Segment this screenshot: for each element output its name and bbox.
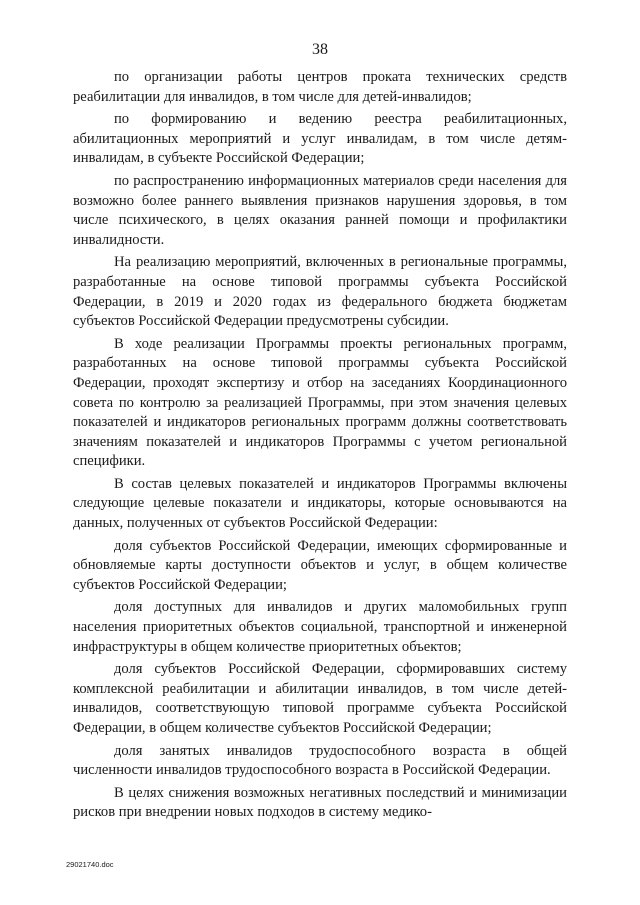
paragraph: В целях снижения возможных негативных последствий и минимизации рисков при внедрении новых подходов в систему медико- — [73, 784, 567, 821]
document-file-code: 29021740.doc — [66, 860, 114, 869]
paragraph: доля занятых инвалидов трудоспособного возраста в общей численности инвалидов трудоспособного возраста в Российской Федерации. — [73, 742, 567, 779]
paragraph: доля субъектов Российской Федерации, сформировавших систему комплексной реабилитации и абилитации инвалидов, в том числе детей-инвалидов, соответствующую типовой программе субъекта Российской Федерации, в общем количестве субъектов Российской Федерации; — [73, 661, 567, 736]
paragraph: по распространению информационных материалов среди населения для возможно более раннего выявления признаков нарушения здоровья, в том числе психического, в целях оказания ранней помощи и профилактики инвалидности. — [73, 172, 567, 248]
page-number: 38 — [312, 41, 328, 58]
paragraph: по формированию и ведению реестра реабилитационных, абилитационных мероприятий и услуг инвалидам, в том числе детям-инвалидам, в субъекте Российской Федерации; — [73, 111, 567, 167]
paragraph: доля доступных для инвалидов и других маломобильных групп населения приоритетных объектов социальной, транспортной и инженерной инфраструктуры в общем количестве приоритетных объектов; — [73, 599, 567, 655]
paragraph: На реализацию мероприятий, включенных в региональные программы, разработанные на основе типовой программы субъекта Российской Федерации, в 2019 и 2020 годах из федерального бюджета бюджетам субъектов Российской Федерации предусмотрены субсидии. — [73, 254, 567, 330]
paragraph: В ходе реализации Программы проекты региональных программ, разработанных на основе типовой программы субъекта Российской Федерации, проходят экспертизу и отбор на заседаниях Координационного совета по контролю за реализацией Программы, при этом значения целевых показателей и индикаторов региональных программ должны соответствовать значениям показателей и индикаторов Программы с учетом региональной специфики. — [73, 335, 567, 470]
paragraph: по организации работы центров проката технических средств реабилитации для инвалидов, в том числе для детей-инвалидов; — [73, 69, 567, 105]
paragraph: В состав целевых показателей и индикаторов Программы включены следующие целевые показатели и индикаторы, которые основываются на данных, полученных от субъектов Российской Федерации: — [73, 475, 567, 532]
document-body — [73, 68, 567, 823]
paragraph: доля субъектов Российской Федерации, имеющих сформированные и обновляемые карты доступности объектов и услуг, в общем количестве субъектов Российской Федерации; — [73, 537, 567, 593]
